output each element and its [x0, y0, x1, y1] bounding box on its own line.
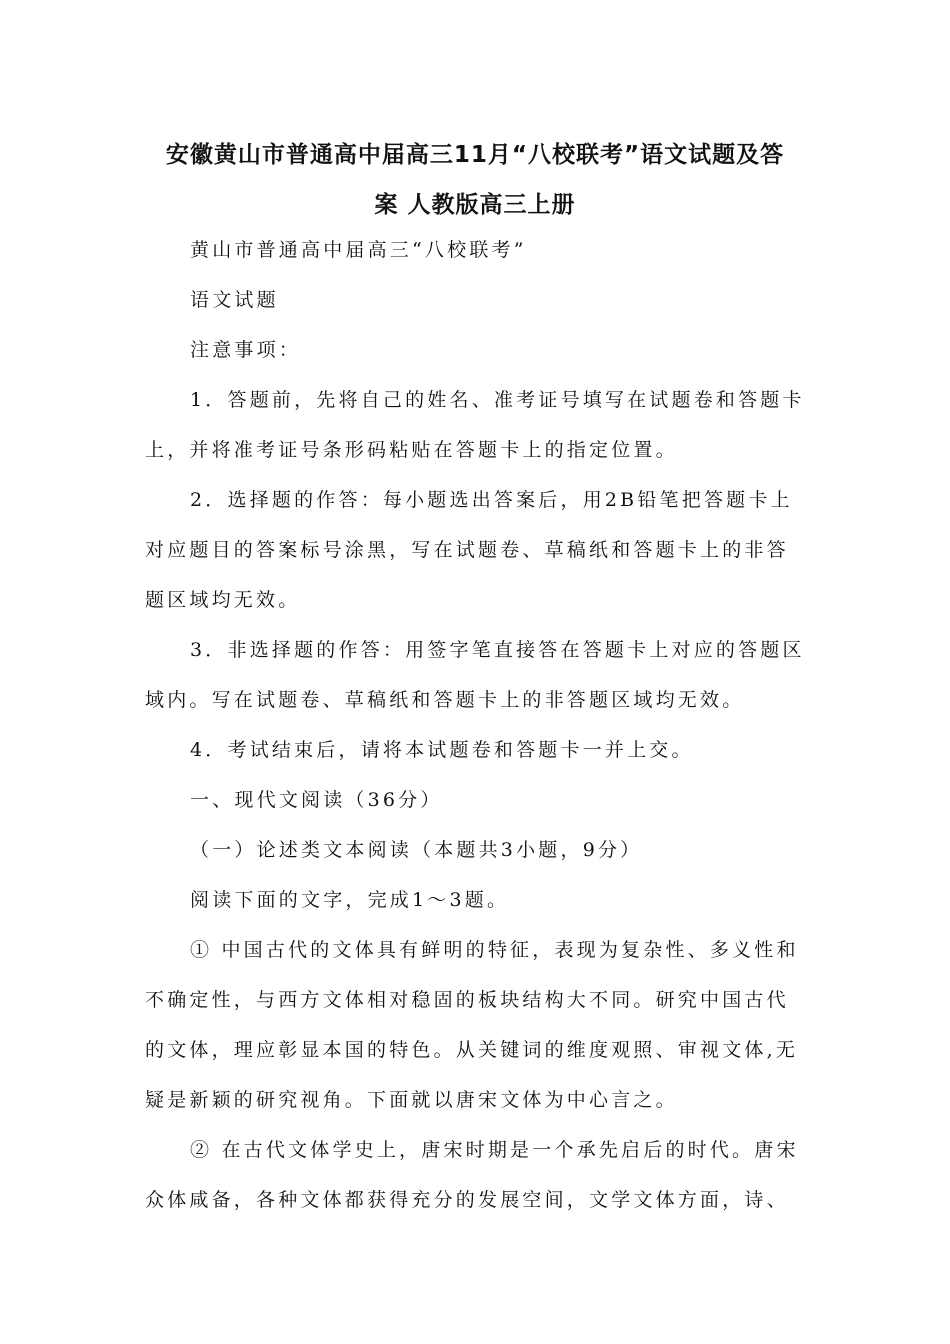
subsection-heading: （一）论述类文本阅读（本题共3小题，9分） [190, 839, 643, 861]
passage-para-1-line-1: ① 中国古代的文体具有鲜明的特征，表现为复杂性、多义性和 [190, 939, 799, 961]
notice-heading: 注意事项： [190, 339, 302, 361]
notice-item-1-line-1: 1．答题前，先将自己的姓名、准考证号填写在试题卷和答题卡 [190, 389, 805, 411]
notice-item-3-line-1: 3．非选择题的作答：用签字笔直接答在答题卡上对应的答题区 [190, 639, 805, 661]
document-title-line-2: 案 人教版高三上册 [374, 192, 576, 218]
notice-item-3-line-2: 域内。写在试题卷、草稿纸和答题卡上的非答题区域均无效。 [145, 689, 745, 711]
notice-item-4: 4．考试结束后，请将本试题卷和答题卡一并上交。 [190, 739, 694, 761]
passage-para-2-line-1: ② 在古代文体学史上，唐宋时期是一个承先启后的时代。唐宋 [190, 1139, 799, 1161]
passage-para-1-line-3: 的文体，理应彰显本国的特色。从关键词的维度观照、审视文体,无 [145, 1039, 799, 1061]
notice-item-1-line-2: 上，并将准考证号条形码粘贴在答题卡上的指定位置。 [145, 439, 678, 461]
notice-item-2-line-2: 对应题目的答案标号涂黑，写在试题卷、草稿纸和答题卡上的非答 [145, 539, 789, 561]
exam-header: 黄山市普通高中届高三“八校联考” [190, 239, 527, 261]
notice-item-2-line-1: 2．选择题的作答：每小题选出答案后，用2B铅笔把答题卡上 [190, 489, 793, 511]
passage-para-2-line-2: 众体咸备，各种文体都获得充分的发展空间，文学文体方面，诗、 [145, 1189, 789, 1211]
document-title-line-1: 安徽黄山市普通高中届高三11月“八校联考”语文试题及答 [165, 142, 785, 168]
section-heading: 一、现代文阅读（36分） [190, 789, 443, 811]
notice-item-2-line-3: 题区域均无效。 [145, 589, 301, 611]
passage-para-1-line-4: 疑是新颖的研究视角。下面就以唐宋文体为中心言之。 [145, 1089, 678, 1111]
reading-instruction: 阅读下面的文字，完成1～3题。 [190, 889, 510, 911]
subject-label: 语文试题 [190, 289, 279, 311]
passage-para-1-line-2: 不确定性，与西方文体相对稳固的板块结构大不同。研究中国古代 [145, 989, 789, 1011]
